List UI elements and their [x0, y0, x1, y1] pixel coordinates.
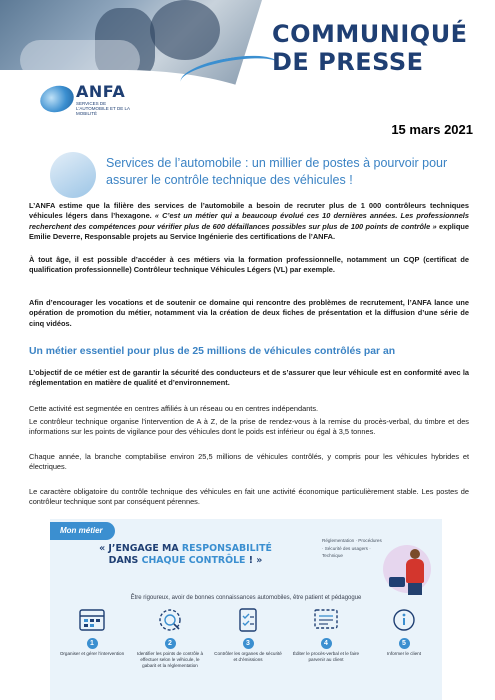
headline-circle-decoration	[50, 152, 96, 198]
step-label: Contrôler les organes de sécurité et d’émissions	[214, 651, 282, 663]
quote-highlight-1: RESPONSABILITÉ	[181, 543, 272, 554]
step-2	[136, 605, 204, 695]
anfa-logo-icon	[37, 82, 77, 116]
document-icon	[303, 605, 349, 635]
headline-block	[50, 152, 470, 194]
infographic-side-notes: Réglementation · Procédures · Sécurité des usagers · Technique	[322, 538, 382, 558]
step-number: 5	[399, 638, 410, 649]
logo-name: ANFA	[76, 82, 126, 101]
mechanic-illustration	[383, 541, 439, 597]
paragraph-annual-count: Chaque année, la branche comptabilise environ 25,5 millions de véhicules contrôlés, y compris pour les véhicules hybrides et électriques.	[29, 452, 469, 472]
gear-search-icon	[147, 605, 193, 635]
step-3	[214, 605, 282, 695]
quote-highlight-2: CHAQUE CONTRÔLE	[141, 555, 246, 566]
info-icon	[381, 605, 427, 635]
step-label: Éditer le procès-verbal et le faire parvenir au client	[292, 651, 360, 663]
page-header	[0, 0, 495, 118]
press-release-title	[272, 20, 472, 76]
section-subheading: Un métier essentiel pour plus de 25 millions de véhicules contrôlés par an	[29, 346, 396, 357]
prerequisite-text: Être rigoureux, avoir de bonnes connaissances automobiles, être patient et pédagogue	[130, 595, 362, 601]
checklist-icon	[225, 605, 271, 635]
paragraph-training: À tout âge, il est possible d’accéder à ces métiers via la formation professionnelle, notamment un CQP (certificat de qualification professionnelle) Contrôleur technique Véhicules Légers (VL) par exemple.	[29, 255, 469, 275]
step-5	[370, 605, 438, 695]
calendar-icon	[69, 605, 115, 635]
intro-attribution: explique Emilie Deverre, Responsable projets au Service Ingénierie des certifications de l’ANFA.	[29, 221, 469, 242]
infographic-quote	[88, 543, 283, 567]
press-title-line1: COMMUNIQUÉ	[272, 20, 468, 48]
headline: Services de l’automobile : un millier de postes à pourvoir pour assurer le contrôle technique des véhicules !	[106, 156, 448, 187]
step-number: 2	[165, 638, 176, 649]
paragraph-segments: Cette activité est segmentée en centres affiliés à un réseau ou en centres indépendants.	[29, 404, 319, 413]
paragraph-intro	[29, 201, 469, 243]
step-number: 4	[321, 638, 332, 649]
step-label: Informer le client	[387, 651, 421, 656]
paragraph-promotion: Afin d’encourager les vocations et de soutenir ce domaine qui rencontre des problèmes de recrutement, l’ANFA lance une opération de promotion du métier, notamment via la création de deux fiches de présentation et la diffusion d’une série de cinq vidéos.	[29, 298, 469, 328]
step-label: Identifier les points de contrôle à effectuer selon le véhicule, le gabarit et la réglementation	[136, 651, 204, 669]
anfa-logo	[40, 82, 136, 116]
mon-metier-tag: Mon métier	[50, 522, 115, 540]
step-label: Organiser et gérer l’intervention	[59, 651, 125, 656]
paragraph-organisation: Le contrôleur technique organise l’intervention de A à Z, de la prise de rendez-vous à la remise du procès-verbal, du timbre et des informations sur les points de vigilance pour des véhicules dont le poids est inférieur ou égal à 3,5 tonnes.	[29, 417, 469, 437]
logo-subtitle: SERVICES DE L'AUTOMOBILE ET DE LA MOBILITÉ	[76, 101, 130, 116]
process-steps	[58, 605, 438, 695]
quote-middle: DANS	[108, 555, 142, 566]
paragraph-objective: L’objectif de ce métier est de garantir la sécurité des conducteurs et de s’assurer que leur véhicule est en conformité avec la réglementation en matière de qualité et d’environnement.	[29, 368, 469, 388]
quote-suffix: ! »	[245, 555, 263, 566]
release-date: 15 mars 2021	[391, 122, 473, 137]
step-4	[292, 605, 360, 695]
step-number: 3	[243, 638, 254, 649]
quote-prefix: « J’ENGAGE MA	[99, 543, 182, 554]
job-infographic	[50, 519, 442, 700]
paragraph-stability: Le caractère obligatoire du contrôle technique des véhicules en fait une activité économique particulièrement stable. Les postes de contrôleur technique sont par conséquent pérennes.	[29, 487, 469, 507]
step-1	[58, 605, 126, 695]
step-number: 1	[87, 638, 98, 649]
press-title-line2: DE PRESSE	[272, 48, 424, 76]
intro-bold: L’ANFA estime que la filière des services de l’automobile a besoin de recruter plus de 1 000 contrôleurs techniques véhicules légers dans l’hexagone.	[29, 201, 469, 221]
intro-quote: « C’est un métier qui a beaucoup évolué ces 10 dernières années. Les professionnels recherchent des compétences pour vérifier plus de 600 défaillances possibles sur plus de 100 points de contrôle »	[29, 211, 469, 231]
